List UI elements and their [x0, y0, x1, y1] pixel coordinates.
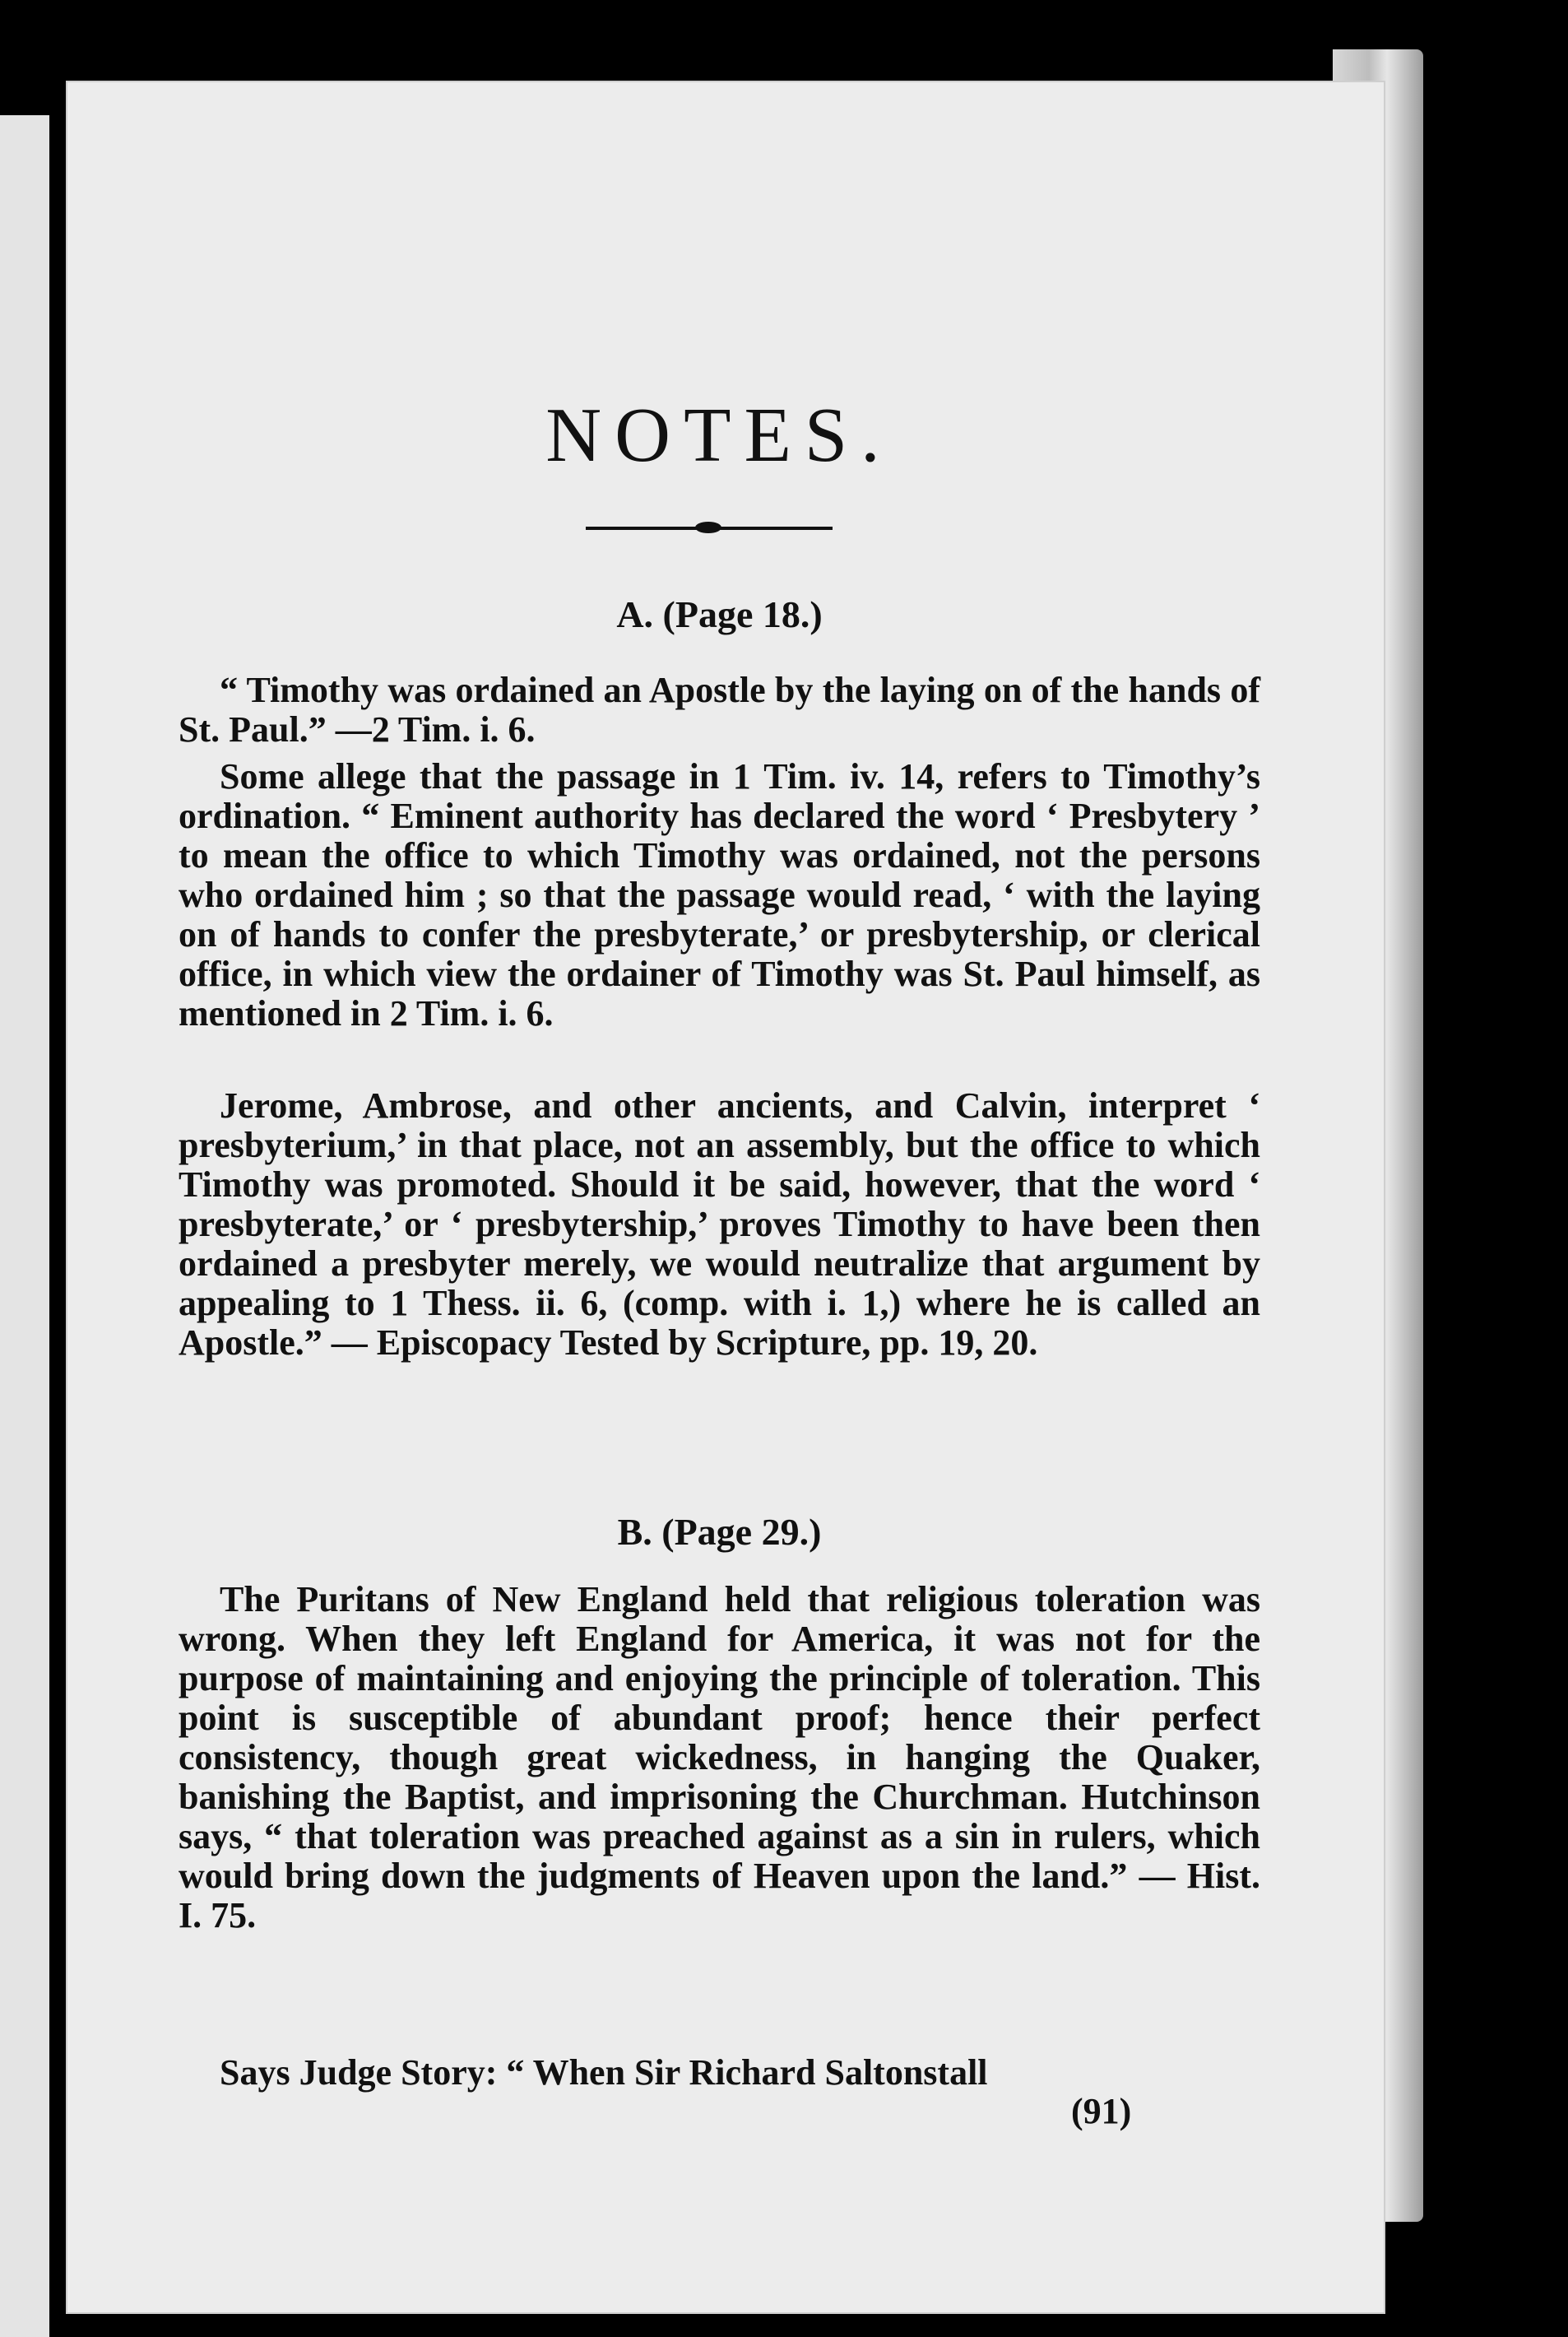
- section-a-paragraph-2: Some allege that the passage in 1 Tim. iv. 14, refers to Timothy’s ordination. “ Eminent authority has declared the word ‘ Presbytery ’ to mean the office to which Timothy was ordained, not the persons who ordained him ; so that the passage would read, ‘ with the laying on of hands to confer the presbyterate,’ or presbytership, or clerical office, in which view the ordainer of Timothy was St. Paul himself, as mentioned in 2 Tim. i. 6.: [179, 756, 1260, 1034]
- section-a-paragraph-3: Jerome, Ambrose, and other ancients, and Calvin, interpret ‘ presbyterium,’ in that place, not an assembly, but the office to which Timothy was promoted. Should it be said, however, that the word ‘ presbyterate,’ or ‘ presbytership,’ proves Timothy to have been then ordained a presbyter merely, we would neutralize that argument by appealing to 1 Thess. ii. 6, (comp. with i. 1,) where he is called an Apostle.” — Episcopacy Tested by Scripture, pp. 19, 20.: [179, 1085, 1260, 1363]
- page-title: NOTES.: [545, 393, 893, 478]
- section-b-heading: B. (Page 29.): [617, 1511, 822, 1553]
- section-a-paragraph-1: “ Timothy was ordained an Apostle by the laying on of the hands of St. Paul.” —2 Tim. i. 6.: [179, 670, 1260, 750]
- book-page: [67, 82, 1384, 2312]
- left-page-edge: [0, 115, 49, 2337]
- section-a-heading: A. (Page 18.): [616, 593, 823, 635]
- page-number: (91): [1071, 2091, 1132, 2131]
- divider-ornament: [695, 522, 721, 533]
- section-b-paragraph-2: Says Judge Story: “ When Sir Richard Saltonstall: [220, 2052, 988, 2093]
- section-b-paragraph-1: The Puritans of New England held that religious toleration was wrong. When they left England for America, it was not for the purpose of maintaining and enjoying the principle of toleration. This point is susceptible of abundant proof; hence their perfect consistency, though great wickedness, in hanging the Quaker, banishing the Baptist, and imprisoning the Churchman. Hutchinson says, “ that toleration was preached against as a sin in rulers, which would bring down the judgments of Heaven upon the land.” — Hist. I. 75.: [179, 1579, 1260, 1935]
